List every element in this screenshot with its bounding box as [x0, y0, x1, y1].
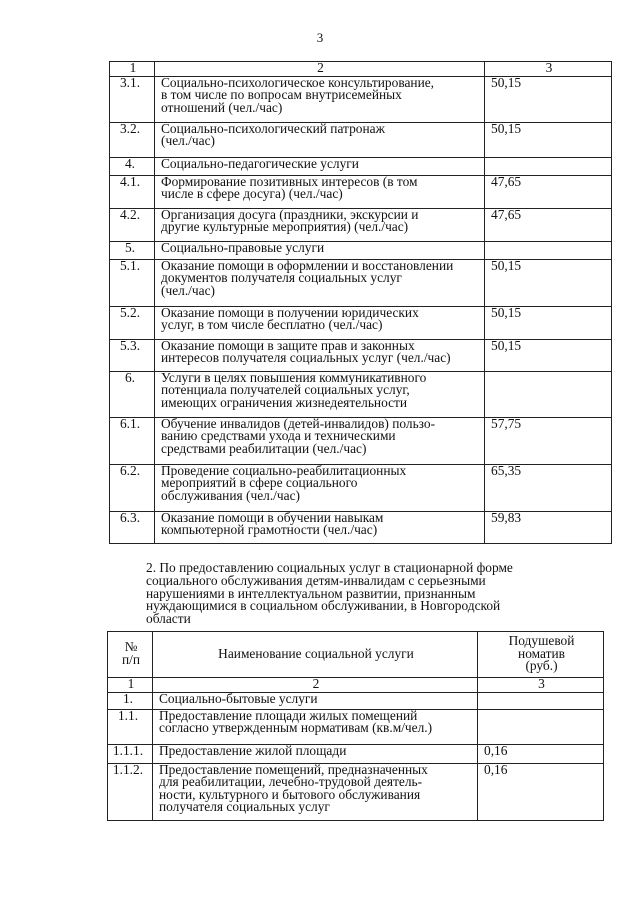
service-name: Оказание помощи в получении юридических услуг, в том числе бесплатно (чел./час) [155, 306, 485, 339]
table-column-titles-row [108, 632, 604, 678]
table-row [110, 339, 612, 371]
service-value: 59,83 [485, 511, 612, 543]
service-value: 50,15 [485, 339, 612, 371]
services-table-continued [109, 61, 612, 544]
row-number: 5.1. [110, 259, 155, 306]
table-row [108, 744, 604, 763]
table-row [110, 306, 612, 339]
table-row [110, 157, 612, 175]
service-value [485, 241, 612, 259]
service-value [485, 157, 612, 175]
table-row [108, 692, 604, 709]
service-value: 50,15 [485, 76, 612, 122]
table-header-row [108, 678, 604, 693]
table-row [108, 709, 604, 744]
service-name: Оказание помощи в защите прав и законных интересов получателя социальных услуг (чел./час) [155, 339, 485, 371]
row-number: 4.2. [110, 208, 155, 241]
service-name: Предоставление площади жилых помещений согласно утвержденным нормативам (кв.м/чел.) [153, 709, 478, 744]
service-value: 50,15 [485, 259, 612, 306]
service-name: Социально-бытовые услуги [153, 692, 478, 709]
service-value: 0,16 [478, 763, 604, 820]
service-name: Социально-психологический патронаж (чел./час) [155, 122, 485, 157]
service-value [478, 709, 604, 744]
column-title-value: Подушевой номатив (руб.) [478, 632, 604, 678]
section-2-paragraph: 2. По предоставлению социальных услуг в стационарной форме социального обслуживания детям-инвалидам с серьезными нарушениями в интеллектуальном развитии, признанным нуждающимися в социальном обслуживании, в Новгородской области [146, 560, 513, 627]
service-value [478, 692, 604, 709]
table-row [110, 511, 612, 543]
header-cell-2: 2 [155, 62, 485, 77]
service-name: Оказание помощи в оформлении и восстановлении документов получателя социальных услуг (чел./час) [155, 259, 485, 306]
table-row [110, 241, 612, 259]
service-name: Социально-правовые услуги [155, 241, 485, 259]
table-row [110, 122, 612, 157]
header-cell-1: 1 [110, 62, 155, 77]
table-row [110, 76, 612, 122]
service-name: Оказание помощи в обучении навыкам компьютерной грамотности (чел./час) [155, 511, 485, 543]
table-header-row [110, 62, 612, 77]
row-number: 1.1.2. [108, 763, 153, 820]
row-number: 3.1. [110, 76, 155, 122]
row-number: 6.3. [110, 511, 155, 543]
table-row [110, 464, 612, 511]
header-cell-1: 1 [108, 678, 153, 693]
row-number: 5.2. [110, 306, 155, 339]
row-number: 5.3. [110, 339, 155, 371]
table-row [110, 417, 612, 464]
service-value: 57,75 [485, 417, 612, 464]
row-number: 6.2. [110, 464, 155, 511]
row-number: 1. [108, 692, 153, 709]
header-cell-3: 3 [478, 678, 604, 693]
table-row [108, 763, 604, 820]
table-row [110, 208, 612, 241]
header-cell-2: 2 [153, 678, 478, 693]
page-number: 3 [316, 30, 324, 45]
service-name: Организация досуга (праздники, экскурсии и другие культурные мероприятия) (чел./час) [155, 208, 485, 241]
table-row [110, 175, 612, 208]
service-name: Предоставление жилой площади [153, 744, 478, 763]
column-title-num: № п/п [108, 632, 153, 678]
row-number: 3.2. [110, 122, 155, 157]
service-name: Социально-психологическое консультирование, в том числе по вопросам внутрисемейных отношений (чел./час) [155, 76, 485, 122]
row-number: 6. [110, 371, 155, 417]
row-number: 4. [110, 157, 155, 175]
row-number: 1.1.1. [108, 744, 153, 763]
column-title-name: Наименование социальной услуги [153, 632, 478, 678]
row-number: 1.1. [108, 709, 153, 744]
service-name: Обучение инвалидов (детей-инвалидов) пользо- ванию средствами ухода и техническими средствами реабилитации (чел./час) [155, 417, 485, 464]
service-name: Предоставление помещений, предназначенных для реабилитации, лечебно-трудовой деятель- ности, культурного и бытового обслуживания получателя социальных услуг [153, 763, 478, 820]
service-value: 50,15 [485, 306, 612, 339]
service-value: 65,35 [485, 464, 612, 511]
service-name: Услуги в целях повышения коммуникативного потенциала получателей социальных услуг, имеющих ограничения жизнедеятельности [155, 371, 485, 417]
service-name: Социально-педагогические услуги [155, 157, 485, 175]
service-value: 47,65 [485, 208, 612, 241]
service-value: 47,65 [485, 175, 612, 208]
service-value: 0,16 [478, 744, 604, 763]
table-row [110, 371, 612, 417]
service-name: Формирование позитивных интересов (в том числе в сфере досуга) (чел./час) [155, 175, 485, 208]
services-table-2 [107, 631, 604, 821]
table-row [110, 259, 612, 306]
service-name: Проведение социально-реабилитационных мероприятий в сфере социального обслуживания (чел./час) [155, 464, 485, 511]
row-number: 5. [110, 241, 155, 259]
service-value: 50,15 [485, 122, 612, 157]
service-value [485, 371, 612, 417]
header-cell-3: 3 [485, 62, 612, 77]
row-number: 6.1. [110, 417, 155, 464]
row-number: 4.1. [110, 175, 155, 208]
